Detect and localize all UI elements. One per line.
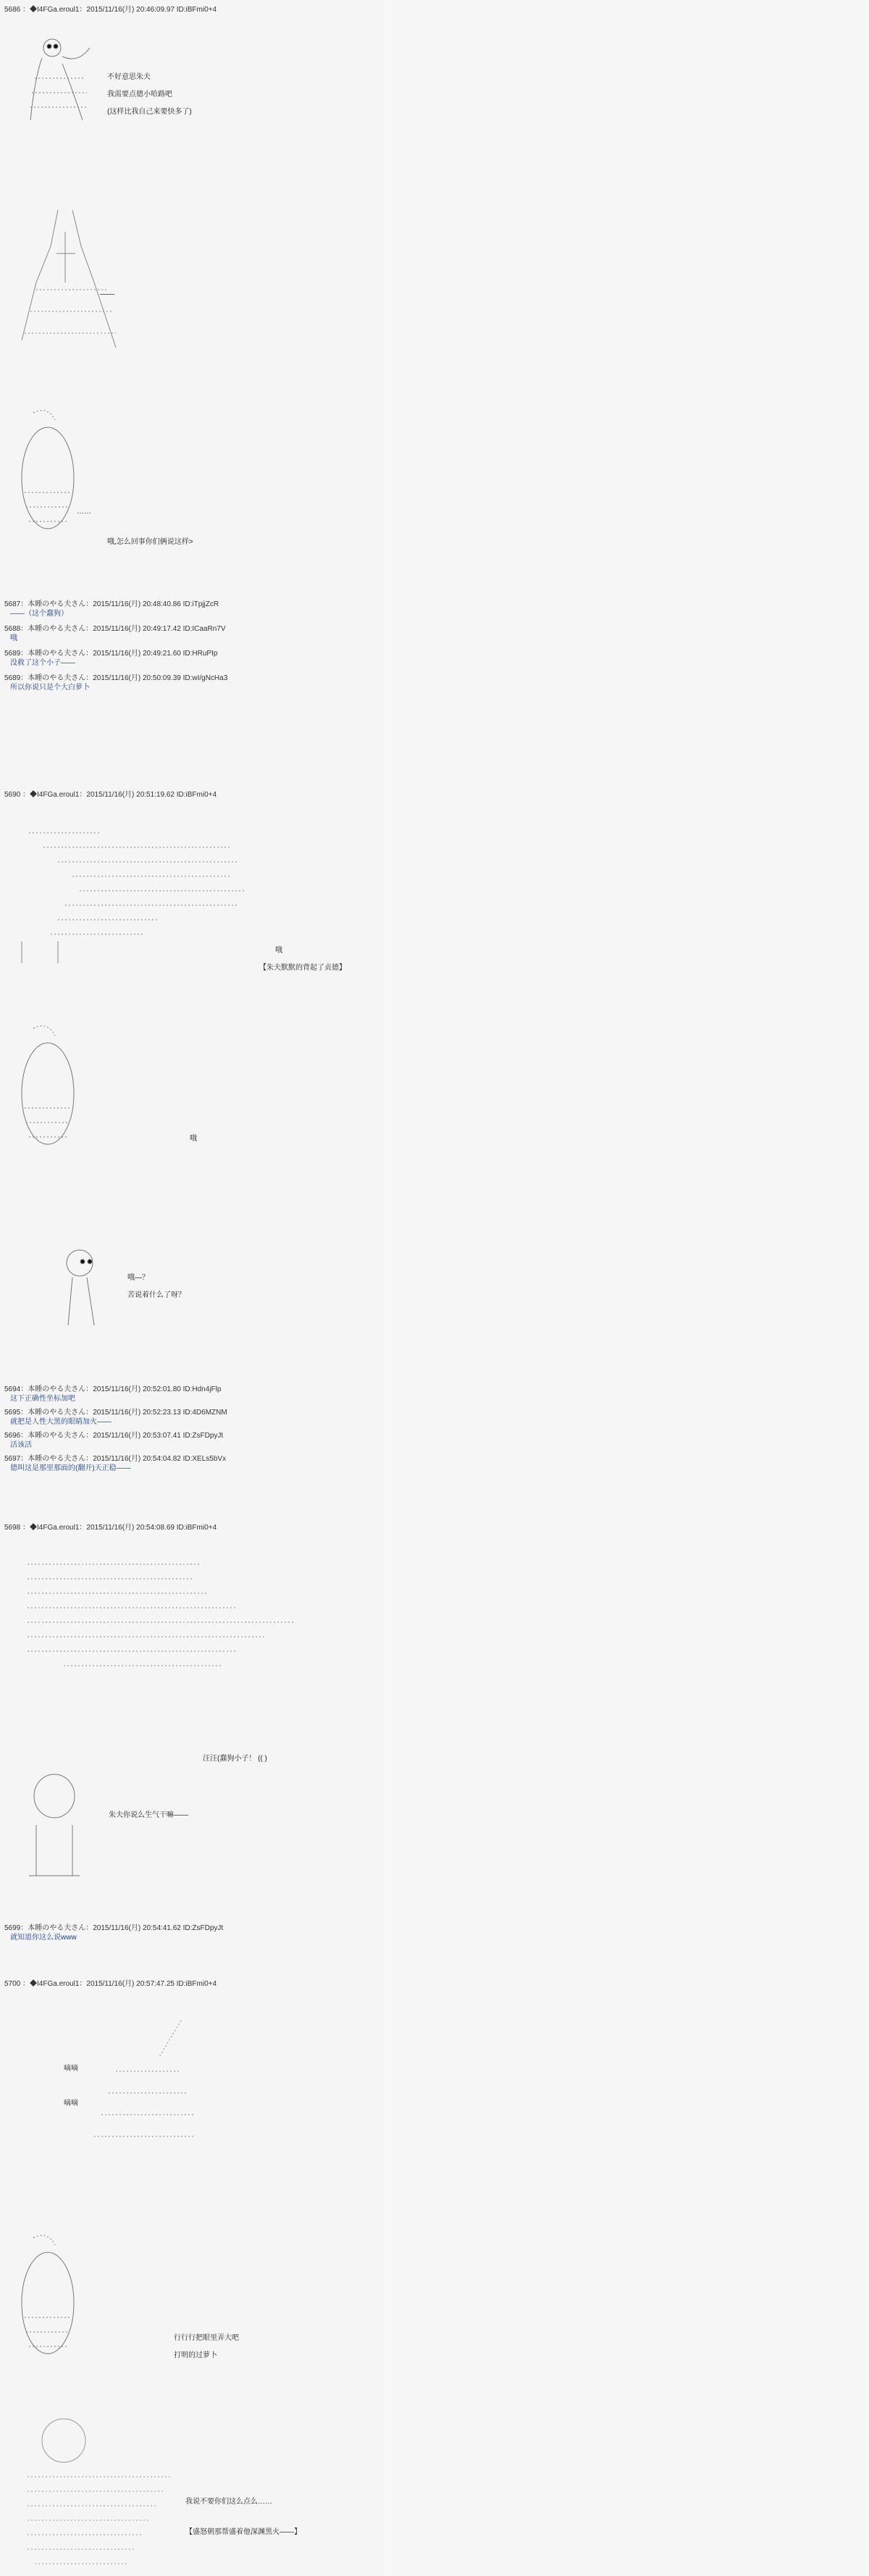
dialogue-line: 嘀嘀 xyxy=(64,2065,78,2073)
dialogue-line: —— xyxy=(100,290,114,298)
dialogue-line: 【朱夫默默的背起了贞德】 xyxy=(259,964,346,972)
aa-crowd-scene xyxy=(20,1557,324,1673)
thread-column xyxy=(0,0,384,2576)
dialogue-line: 行行行把眼里弄大吧 xyxy=(174,2334,239,2342)
aa-egg-face xyxy=(19,2231,77,2361)
dialogue-line: 朱夫你说么生气干嘛—— xyxy=(109,1811,188,1819)
dialogue-line: 汪汪(蠢狗小子！ (( ) xyxy=(203,1755,267,1763)
reply-post: 5695：本睡のやる夫さん：2015/11/16(月) 20:52:23.13 ID:4D6MZNM 就把是人性大黑的眼睛加火—— xyxy=(4,1409,227,1426)
dialogue-line: 哦—？ xyxy=(127,1274,149,1282)
reply-post: 5688：本睡のやる夫さん：2015/11/16(月) 20:49:17.42 ID:ICaaRn7V 哦 xyxy=(4,625,226,642)
aa-egg-face xyxy=(19,1021,77,1151)
dialogue-line: 我说不要你们这么点么…… xyxy=(185,2498,272,2506)
dialogue-line: 嘀嘀 xyxy=(64,2099,78,2107)
aa-figure-final xyxy=(20,2404,180,2571)
reply-post: 5694：本睡のやる夫さん：2015/11/16(月) 20:52:01.80 ID:Hdn4jFlp 这下正确性坐标加吧 xyxy=(4,1385,222,1403)
reply-post: 5699：本睡のやる夫さん：2015/11/16(月) 20:54:41.62 ID:ZsFDpyJt 就知道你这么说www xyxy=(4,1924,224,1942)
dialogue-line: 哦 xyxy=(190,1135,197,1143)
aa-figure-hooded xyxy=(14,203,123,355)
post-header: 5700 ：◆I4FGa.eroul1：2015/11/16(月) 20:57:47.25 ID:iBFmi0+4 xyxy=(4,1980,217,1988)
dialogue-line: 苦说着什么了呀？ xyxy=(127,1291,185,1299)
dialogue-line: 打明的过萝卜 xyxy=(174,2351,217,2359)
aa-action-scene xyxy=(72,2013,203,2158)
reply-post: 5696：本睡のやる夫さん：2015/11/16(月) 20:53:07.41 ID:ZsFDpyJt 活该活 xyxy=(4,1432,224,1449)
dialogue-line: 哦,怎么回事你们俩说这样> xyxy=(107,538,193,546)
aa-figure-standing xyxy=(20,35,100,122)
dialogue-line: 【盛怒朝那帮盛着他深渊黑火——】 xyxy=(185,2528,301,2536)
dialogue-line: 我需要点德小哈路吧 xyxy=(107,91,172,98)
reply-post: 5697：本睡のやる夫さん：2015/11/16(月) 20:54:04.82 ID:XELs5bVx 德叫这是那里那面的(翻开)天正稳—— xyxy=(4,1455,227,1472)
reply-post: 5687：本睡のやる夫さん：2015/11/16(月) 20:48:40.86 ID:iTpjjZcR ——（这个蠢狗） xyxy=(4,600,219,618)
dialogue-line: …… xyxy=(77,508,91,516)
aa-figure-small xyxy=(43,1246,123,1325)
dialogue-line: 哦 xyxy=(275,947,282,955)
aa-group-scene xyxy=(14,818,253,963)
aa-figure-round xyxy=(22,1767,87,1883)
post-header: 5698 ：◆I4FGa.eroul1：2015/11/16(月) 20:54:08.69 ID:iBFmi0+4 xyxy=(4,1524,217,1532)
post-header: 5690 ：◆I4FGa.eroul1：2015/11/16(月) 20:51:19.62 ID:iBFmi0+4 xyxy=(4,791,217,799)
post-header: 5686 ：◆I4FGa.eroul1：2015/11/16(月) 20:46:09.97 ID:iBFmi0+4 xyxy=(4,6,217,14)
dialogue-line: 不好意思朱夫 xyxy=(107,73,151,81)
dialogue-line: (这样比我自己来要快多了) xyxy=(107,108,192,116)
reply-post: 5689：本睡のやる夫さん：2015/11/16(月) 20:50:09.39 ID:wI/gNcHa3 所以你说只是个大白萝卜 xyxy=(4,674,228,692)
aa-egg-face xyxy=(19,406,77,536)
reply-post: 5689：本睡のやる夫さん：2015/11/16(月) 20:49:21.60 ID:HRuPIp 没救了这个小子—— xyxy=(4,650,218,667)
